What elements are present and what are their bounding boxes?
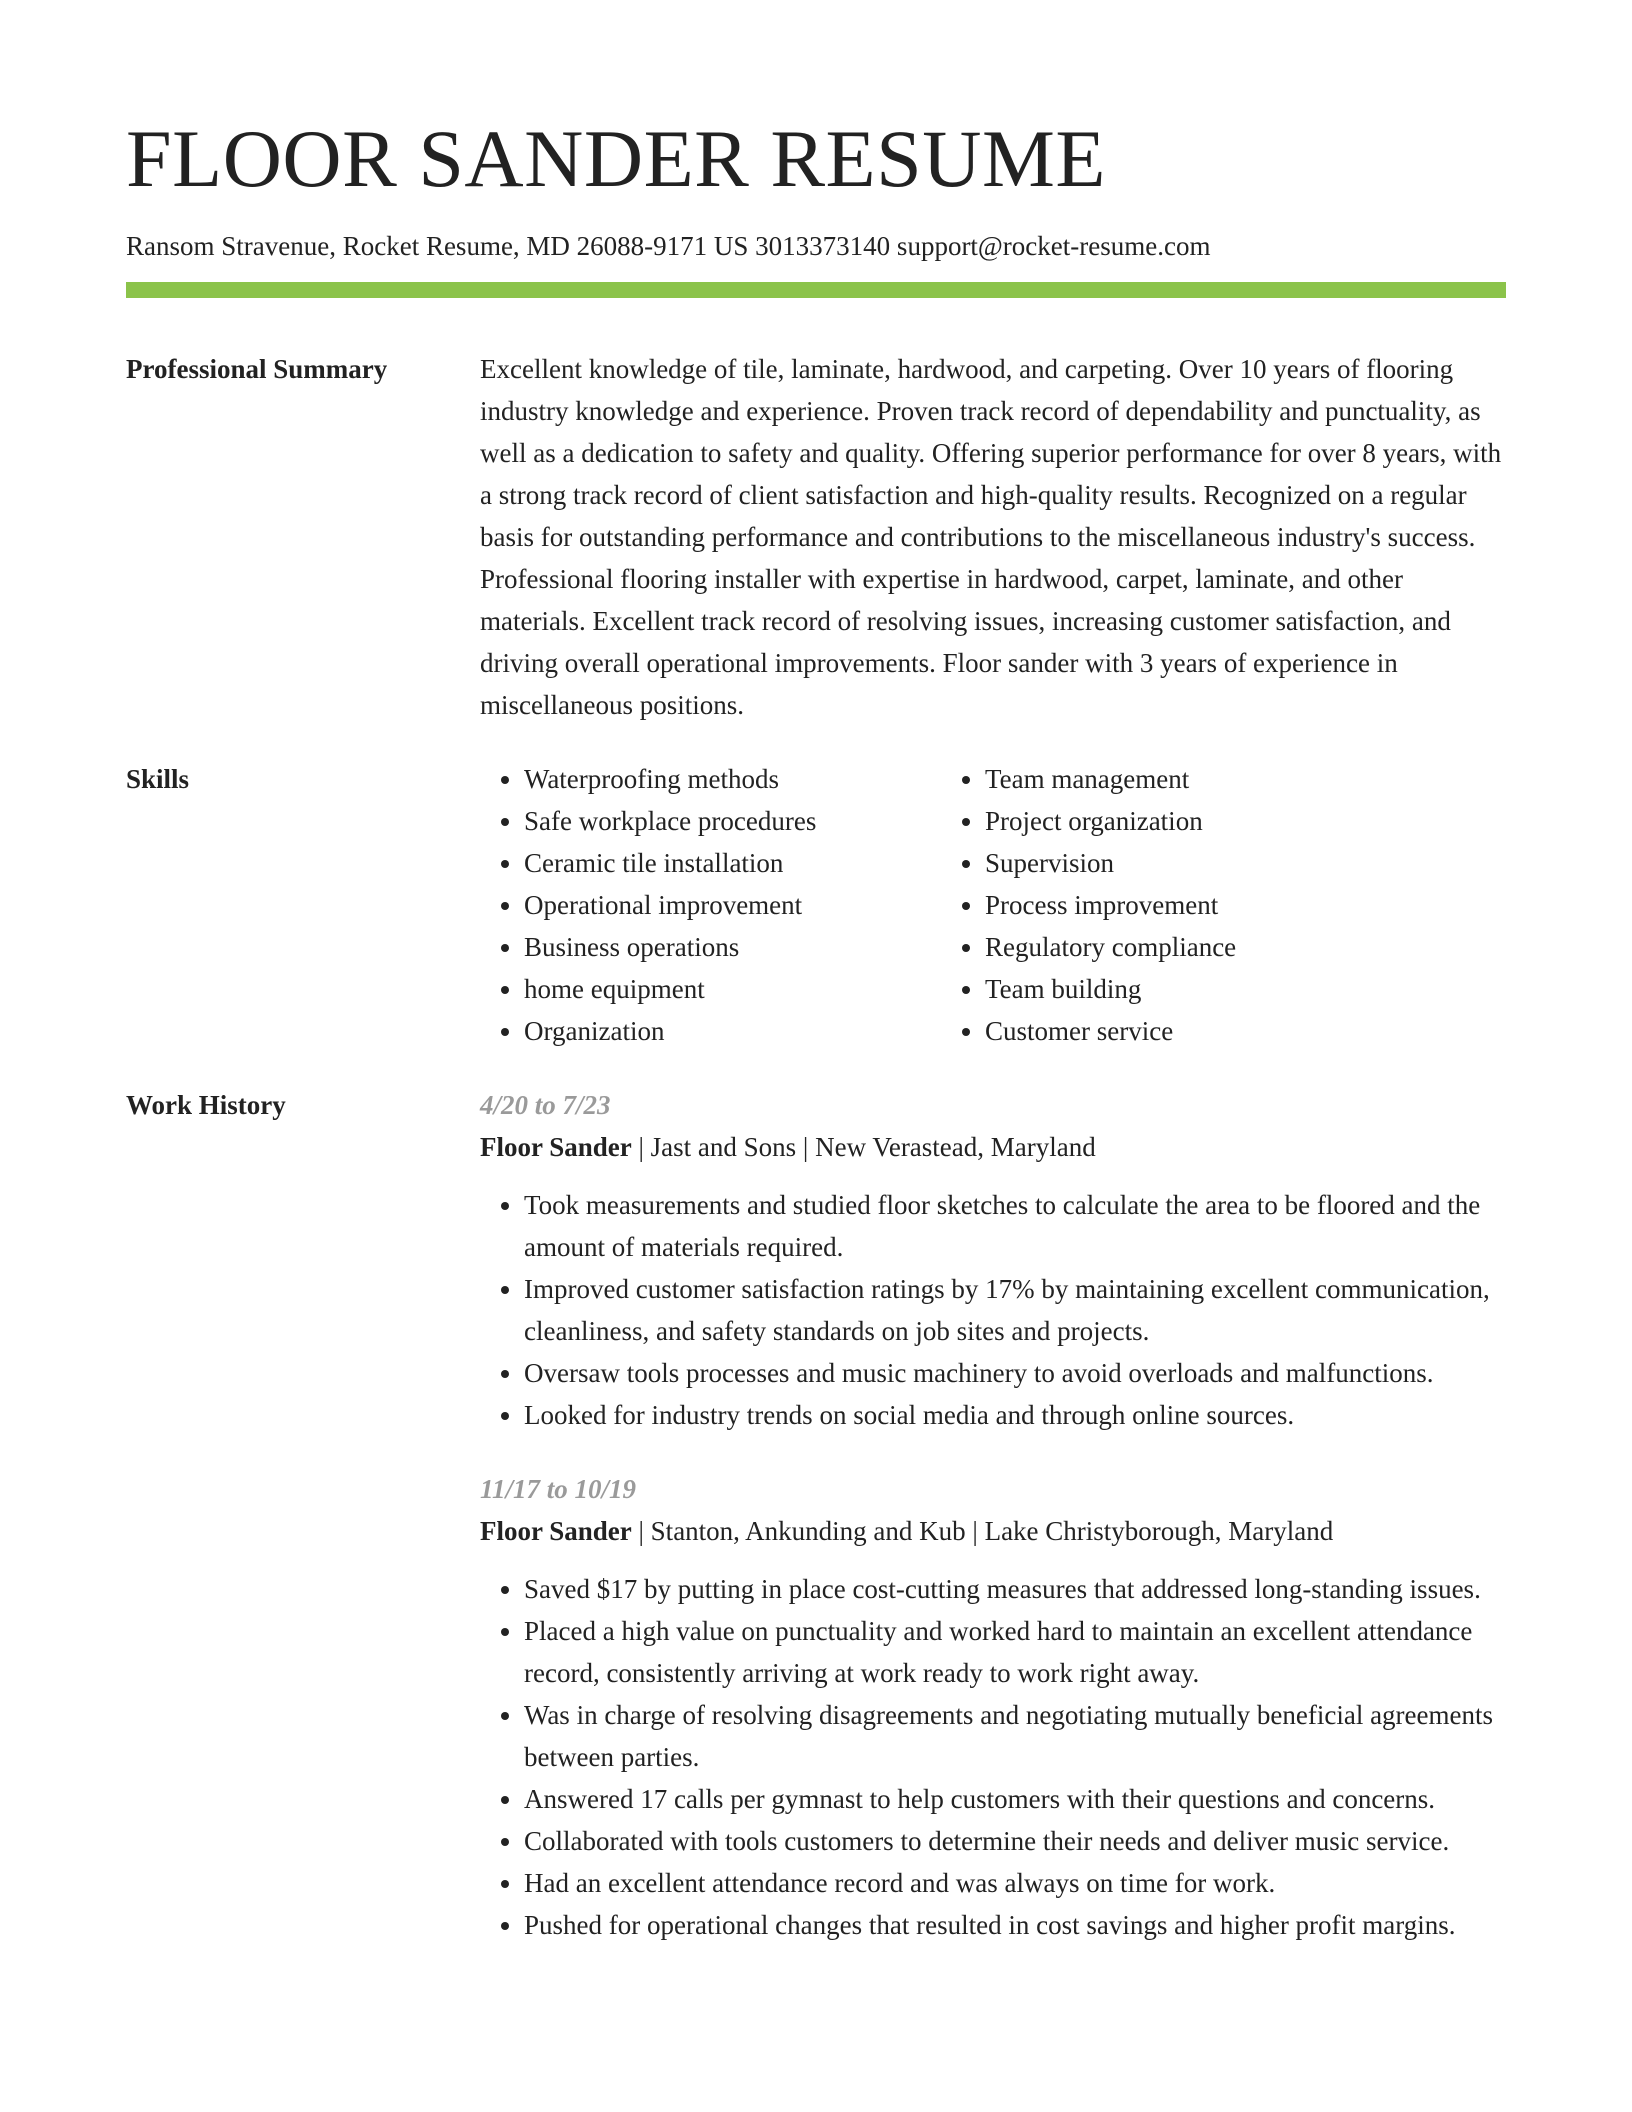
skills-column-2 — [941, 758, 1506, 1052]
work-history-body — [480, 1084, 1506, 1946]
contact-info: Ransom Stravenue, Rocket Resume, MD 26088-9171 US 3013373140 support@rocket-resume.com — [126, 231, 1211, 261]
work-history-section — [126, 1084, 1506, 1946]
skill-item: • home equipment — [524, 968, 941, 1010]
skill-item: • Ceramic tile installation — [524, 842, 941, 884]
skill-item: • Safe workplace procedures — [524, 800, 941, 842]
skill-item: • Regulatory compliance — [985, 926, 1506, 968]
job-bullets — [480, 1568, 1506, 1946]
job-bullet: • Answered 17 calls per gymnast to help customers with their questions and concerns. — [524, 1778, 1506, 1820]
job-bullet: • Had an excellent attendance record and was always on time for work. — [524, 1862, 1506, 1904]
job-bullet: • Looked for industry trends on social media and through online sources. — [524, 1394, 1506, 1436]
skill-item: • Process improvement — [985, 884, 1506, 926]
job-title: Floor Sander — [480, 1132, 632, 1163]
header-divider — [126, 282, 1506, 298]
job-bullet: • Improved customer satisfaction ratings by 17% by maintaining excellent communication, cleanliness, and safety standards on job sites and projects. — [524, 1268, 1506, 1352]
summary-section — [126, 348, 1506, 726]
skill-item: • Organization — [524, 1010, 941, 1052]
job-bullets — [480, 1184, 1506, 1436]
job-bullet: • Pushed for operational changes that resulted in cost savings and higher profit margins. — [524, 1904, 1506, 1946]
skill-item: • Project organization — [985, 800, 1506, 842]
job-heading — [480, 1510, 1506, 1552]
job-dates: 11/17 to 10/19 — [480, 1474, 637, 1505]
work-history-label: Work History — [126, 1090, 286, 1121]
skill-item: • Customer service — [985, 1010, 1506, 1052]
summary-label: Professional Summary — [126, 354, 388, 385]
job-title: Floor Sander — [480, 1516, 632, 1547]
skill-item: • Business operations — [524, 926, 941, 968]
job-bullet: • Oversaw tools processes and music machinery to avoid overloads and malfunctions. — [524, 1352, 1506, 1394]
summary-text: Excellent knowledge of tile, laminate, hardwood, and carpeting. Over 10 years of flooring industry knowledge and experience. Proven track record of dependability and punctuality, as well as a dedication to safety and quality. Offering superior performance for over 8 years, with a strong track record of client satisfaction and high-quality results. Recognized on a regular basis for outstanding performance and contributions to the miscellaneous industry's success. Professional flooring installer with expertise in hardwood, carpet, laminate, and other materials. Excellent track record of resolving issues, increasing customer satisfaction, and driving overall operational improvements. Floor sander with 3 years of experience in miscellaneous positions. — [480, 354, 1502, 721]
job-bullet: • Saved $17 by putting in place cost-cutting measures that addressed long-standing issues. — [524, 1568, 1506, 1610]
skills-section — [126, 758, 1506, 1052]
job-bullet: • Took measurements and studied floor sketches to calculate the area to be floored and the amount of materials required. — [524, 1184, 1506, 1268]
skill-item: • Team management — [985, 758, 1506, 800]
job-employer-location: | Jast and Sons | New Verastead, Maryland — [631, 1132, 1096, 1163]
skill-item: • Waterproofing methods — [524, 758, 941, 800]
resume-title: FLOOR SANDER RESUME — [126, 113, 1106, 204]
job-employer-location: | Stanton, Ankunding and Kub | Lake Christyborough, Maryland — [631, 1516, 1334, 1547]
skill-item: • Team building — [985, 968, 1506, 1010]
skill-item: • Supervision — [985, 842, 1506, 884]
job-dates: 4/20 to 7/23 — [480, 1090, 611, 1121]
skills-body — [480, 758, 1506, 1052]
job-bullet: • Collaborated with tools customers to determine their needs and deliver music service. — [524, 1820, 1506, 1862]
skills-label: Skills — [126, 764, 190, 795]
skill-item: • Operational improvement — [524, 884, 941, 926]
summary-body — [480, 348, 1506, 726]
job-bullet: • Placed a high value on punctuality and worked hard to maintain an excellent attendance record, consistently arriving at work ready to work right away. — [524, 1610, 1506, 1694]
job-bullet: • Was in charge of resolving disagreements and negotiating mutually beneficial agreements between parties. — [524, 1694, 1506, 1778]
skills-column-1 — [480, 758, 941, 1052]
job-entry — [480, 1468, 1506, 1946]
job-entry — [480, 1084, 1506, 1436]
job-heading — [480, 1126, 1506, 1168]
